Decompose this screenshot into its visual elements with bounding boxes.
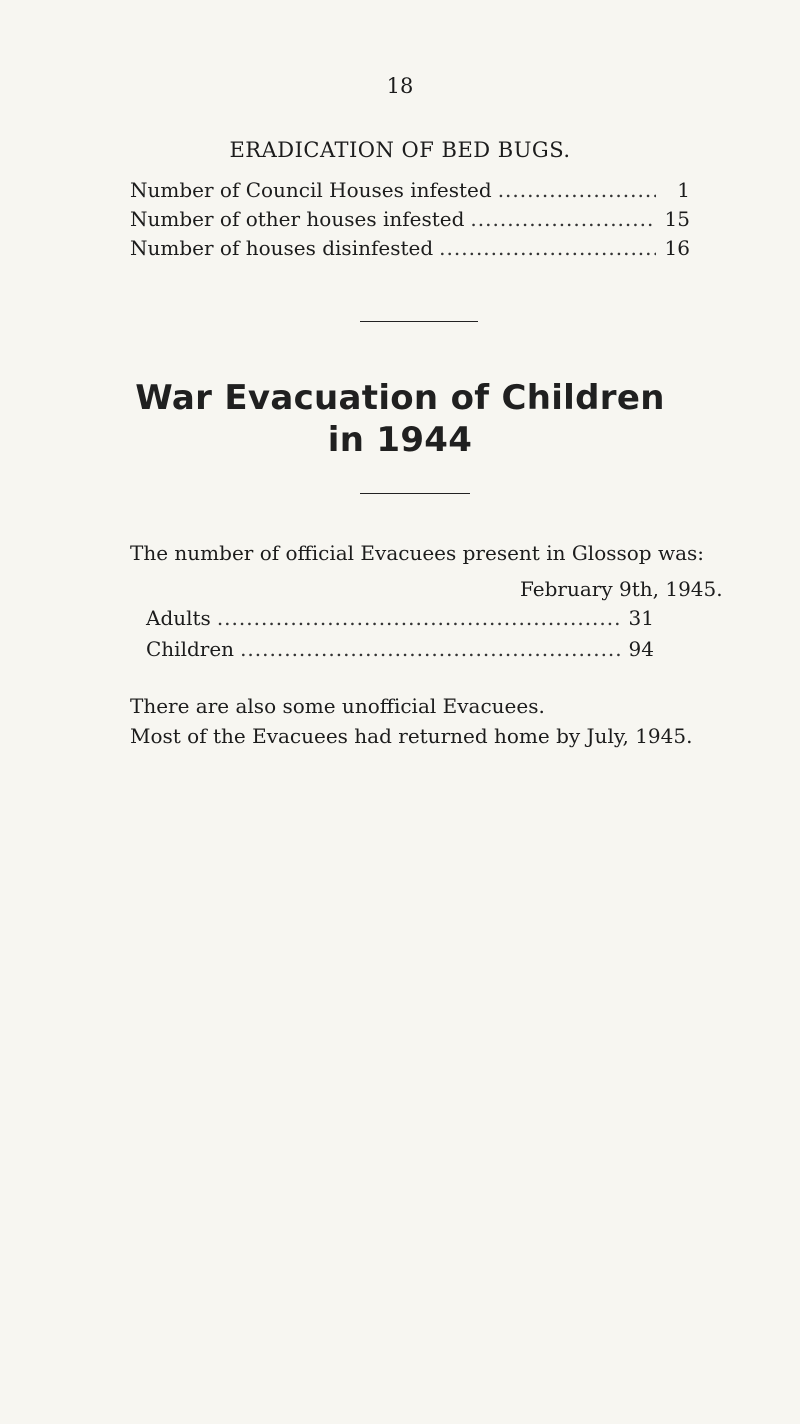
evacuation-heading-line2: in 1944 xyxy=(327,420,473,460)
row-value: 94 xyxy=(628,637,654,661)
row-label: Number of Council Houses infested xyxy=(130,178,492,202)
table-row xyxy=(146,606,654,630)
dot-leader xyxy=(498,178,656,202)
row-label: Number of houses disinfested xyxy=(130,236,434,260)
row-value: 31 xyxy=(628,606,654,630)
divider xyxy=(360,321,478,322)
dot-leader xyxy=(439,236,656,260)
table-row xyxy=(130,178,690,202)
row-label: Number of other houses infested xyxy=(130,207,465,231)
table-row xyxy=(146,637,654,661)
row-label: Adults xyxy=(146,606,211,630)
evacuees-intro: The number of official Evacuees present in Glossop was: xyxy=(130,541,705,565)
row-value: 16 xyxy=(664,236,690,260)
dot-leader xyxy=(240,637,620,661)
page-number: 18 xyxy=(386,74,414,98)
evacuees-note-unofficial: There are also some unofficial Evacuees. xyxy=(130,694,545,718)
table-row xyxy=(130,236,690,260)
divider xyxy=(360,493,470,494)
table-row xyxy=(130,207,690,231)
bed-bugs-title: ERADICATION OF BED BUGS. xyxy=(229,138,571,162)
evacuees-note-returned: Most of the Evacuees had returned home by July, 1945. xyxy=(130,724,693,748)
count-date: February 9th, 1945. xyxy=(520,577,723,601)
evacuation-heading-line1: War Evacuation of Children xyxy=(135,378,665,418)
row-value: 1 xyxy=(677,178,690,202)
dot-leader xyxy=(470,207,656,231)
dot-leader xyxy=(217,606,620,630)
row-value: 15 xyxy=(664,207,690,231)
row-label: Children xyxy=(146,637,235,661)
